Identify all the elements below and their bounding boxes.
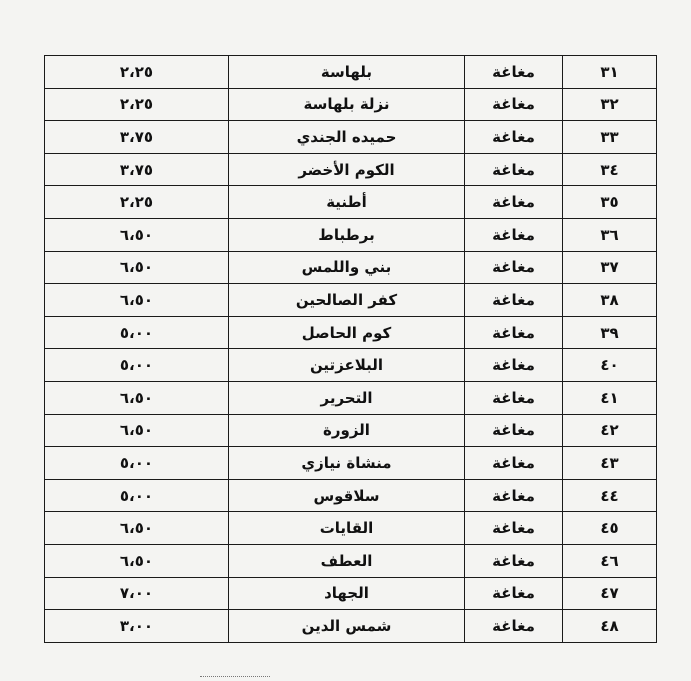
center-cell: مغاغة	[465, 316, 563, 349]
center-cell: مغاغة	[465, 349, 563, 382]
village-cell: بني واللمس	[229, 251, 465, 284]
table-row	[45, 88, 657, 121]
row-number-cell: ٣٩	[563, 316, 657, 349]
village-cell: الكوم الأخضر	[229, 153, 465, 186]
table-row	[45, 316, 657, 349]
price-cell: ٦،٥٠	[45, 414, 229, 447]
village-cell: منشاة نيازي	[229, 447, 465, 480]
table-row	[45, 251, 657, 284]
table-row	[45, 610, 657, 643]
page-footer-mark	[200, 672, 270, 677]
price-cell: ٦،٥٠	[45, 284, 229, 317]
table-row	[45, 479, 657, 512]
price-cell: ٣،٧٥	[45, 153, 229, 186]
center-cell: مغاغة	[465, 577, 563, 610]
village-cell: كوم الحاصل	[229, 316, 465, 349]
center-cell: مغاغة	[465, 414, 563, 447]
row-number-cell: ٤٨	[563, 610, 657, 643]
center-cell: مغاغة	[465, 153, 563, 186]
village-cell: نزلة بلهاسة	[229, 88, 465, 121]
row-number-cell: ٣١	[563, 56, 657, 89]
center-cell: مغاغة	[465, 447, 563, 480]
table-row	[45, 121, 657, 154]
price-cell: ٣،٧٥	[45, 121, 229, 154]
price-cell: ٦،٥٠	[45, 218, 229, 251]
price-cell: ٦،٥٠	[45, 381, 229, 414]
village-cell: الجهاد	[229, 577, 465, 610]
price-cell: ٧،٠٠	[45, 577, 229, 610]
table-row	[45, 414, 657, 447]
row-number-cell: ٣٥	[563, 186, 657, 219]
row-number-cell: ٤٤	[563, 479, 657, 512]
center-cell: مغاغة	[465, 121, 563, 154]
center-cell: مغاغة	[465, 88, 563, 121]
village-cell: كفر الصالحين	[229, 284, 465, 317]
center-cell: مغاغة	[465, 56, 563, 89]
row-number-cell: ٤٧	[563, 577, 657, 610]
row-number-cell: ٣٤	[563, 153, 657, 186]
center-cell: مغاغة	[465, 381, 563, 414]
village-cell: العطف	[229, 544, 465, 577]
center-cell: مغاغة	[465, 544, 563, 577]
table-row	[45, 186, 657, 219]
village-cell: حميده الجندي	[229, 121, 465, 154]
table-row	[45, 544, 657, 577]
village-cell: الزورة	[229, 414, 465, 447]
center-cell: مغاغة	[465, 251, 563, 284]
table-row	[45, 381, 657, 414]
row-number-cell: ٤١	[563, 381, 657, 414]
price-cell: ٦،٥٠	[45, 251, 229, 284]
row-number-cell: ٤٣	[563, 447, 657, 480]
price-cell: ٥،٠٠	[45, 349, 229, 382]
fare-table	[44, 55, 657, 643]
center-cell: مغاغة	[465, 512, 563, 545]
village-cell: برطباط	[229, 218, 465, 251]
table-row	[45, 56, 657, 89]
center-cell: مغاغة	[465, 479, 563, 512]
village-cell: التحرير	[229, 381, 465, 414]
price-cell: ٦،٥٠	[45, 544, 229, 577]
center-cell: مغاغة	[465, 218, 563, 251]
village-cell: بلهاسة	[229, 56, 465, 89]
row-number-cell: ٣٧	[563, 251, 657, 284]
row-number-cell: ٣٦	[563, 218, 657, 251]
table-row	[45, 577, 657, 610]
row-number-cell: ٤٥	[563, 512, 657, 545]
row-number-cell: ٣٣	[563, 121, 657, 154]
village-cell: شمس الدين	[229, 610, 465, 643]
table-row	[45, 218, 657, 251]
price-cell: ٥،٠٠	[45, 447, 229, 480]
village-cell: القايات	[229, 512, 465, 545]
row-number-cell: ٤٦	[563, 544, 657, 577]
center-cell: مغاغة	[465, 186, 563, 219]
table-row	[45, 284, 657, 317]
village-cell: سلاقوس	[229, 479, 465, 512]
center-cell: مغاغة	[465, 610, 563, 643]
center-cell: مغاغة	[465, 284, 563, 317]
price-cell: ٥،٠٠	[45, 316, 229, 349]
table-row	[45, 512, 657, 545]
table-row	[45, 349, 657, 382]
price-cell: ٢،٢٥	[45, 56, 229, 89]
row-number-cell: ٤٢	[563, 414, 657, 447]
village-cell: أطنية	[229, 186, 465, 219]
row-number-cell: ٤٠	[563, 349, 657, 382]
table-row	[45, 153, 657, 186]
price-cell: ٦،٥٠	[45, 512, 229, 545]
price-cell: ٢،٢٥	[45, 88, 229, 121]
row-number-cell: ٣٨	[563, 284, 657, 317]
table-row	[45, 447, 657, 480]
price-cell: ٢،٢٥	[45, 186, 229, 219]
price-cell: ٥،٠٠	[45, 479, 229, 512]
village-cell: البلاعزتين	[229, 349, 465, 382]
row-number-cell: ٣٢	[563, 88, 657, 121]
fare-table-body	[45, 56, 657, 643]
price-cell: ٣،٠٠	[45, 610, 229, 643]
